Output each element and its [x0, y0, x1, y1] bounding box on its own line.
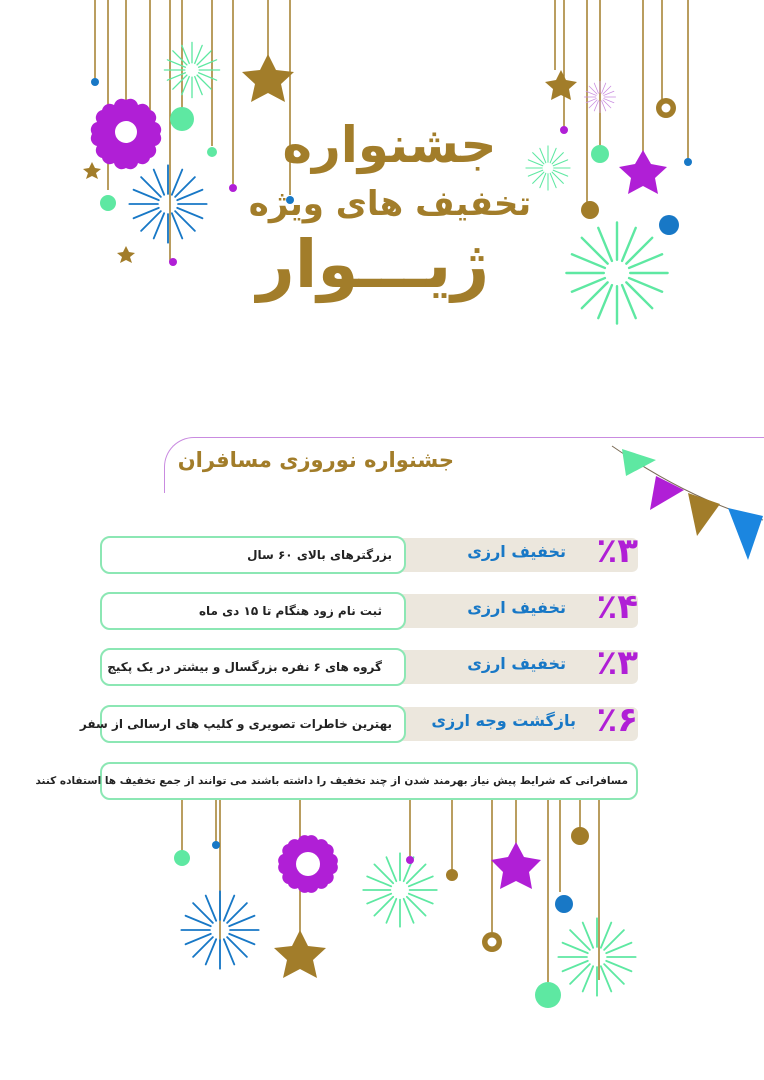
hanging-dot-icon: [581, 201, 599, 219]
headline-line-2: تخفیف های ویژه: [248, 184, 532, 224]
hanging-star-icon: [491, 842, 541, 889]
offer-label: تخفیف ارزی: [467, 542, 566, 561]
hanging-dot-icon: [571, 827, 589, 845]
hanging-star-icon: [619, 150, 667, 194]
hanging-dot-icon: [591, 145, 609, 163]
offer-label: بازگشت وجه ارزی: [431, 711, 576, 730]
hanging-dot-icon: [560, 126, 568, 134]
offer-percent: ٪۴: [596, 587, 638, 627]
hanging-star-icon: [545, 70, 577, 100]
offer-description: گروه های ۶ نفره بزرگسال و بیشتر در یک پکیج: [100, 648, 406, 686]
firework-icon: [164, 42, 219, 97]
hanging-dot-icon: [535, 982, 561, 1008]
hanging-star-icon: [83, 162, 101, 179]
firework-icon: [363, 853, 437, 927]
hanging-star-icon: [242, 54, 294, 102]
headline-line-1: جشنواره: [282, 116, 497, 174]
hanging-dot-icon: [212, 841, 220, 849]
offer-description: بزرگترهای بالای ۶۰ سال: [100, 536, 406, 574]
hanging-dot-icon: [684, 158, 692, 166]
hanging-dot-icon: [207, 147, 217, 157]
hanging-dot-icon: [169, 258, 177, 266]
hanging-dot-icon: [91, 78, 99, 86]
offer-row: [79, 700, 638, 743]
offer-percent: ٪۳: [596, 531, 638, 571]
offer-percent: ٪۶: [596, 700, 638, 740]
offer-label: تخفیف ارزی: [467, 654, 566, 673]
hanging-dot-icon: [406, 856, 414, 864]
offer-description: بهترین خاطرات تصویری و کلیپ های ارسالی از سفر: [100, 705, 406, 743]
headline-brand: ژیـــوار: [256, 226, 490, 303]
hanging-dot-icon: [446, 869, 458, 881]
section-title: جشنواره نوروزی مسافران: [177, 448, 454, 472]
footer-note: مسافرانی که شرایط پیش نیاز بهرمند شدن از چند تخفیف را داشته باشند می توانند از جمع تخفیف ها استفاده کنند: [100, 762, 638, 800]
offer-row: [100, 587, 638, 630]
hanging-star-icon: [117, 246, 135, 263]
bunting-flag-icon: [728, 508, 763, 560]
hanging-dot-icon: [174, 850, 190, 866]
offer-description: ثبت نام زود هنگام تا ۱۵ دی ماه: [100, 592, 406, 630]
offer-row: [100, 531, 638, 574]
bunting-flag-icon: [688, 493, 720, 536]
hanging-star-icon: [274, 930, 326, 978]
offer-label: تخفیف ارزی: [467, 598, 566, 617]
hanging-dot-icon: [100, 195, 116, 211]
offer-percent: ٪۳: [596, 643, 638, 683]
hanging-dot-icon: [659, 215, 679, 235]
firework-icon: [558, 918, 635, 995]
firework-icon: [566, 222, 667, 323]
offer-row: [100, 643, 638, 686]
hanging-dot-icon: [170, 107, 194, 131]
hanging-dot-icon: [555, 895, 573, 913]
